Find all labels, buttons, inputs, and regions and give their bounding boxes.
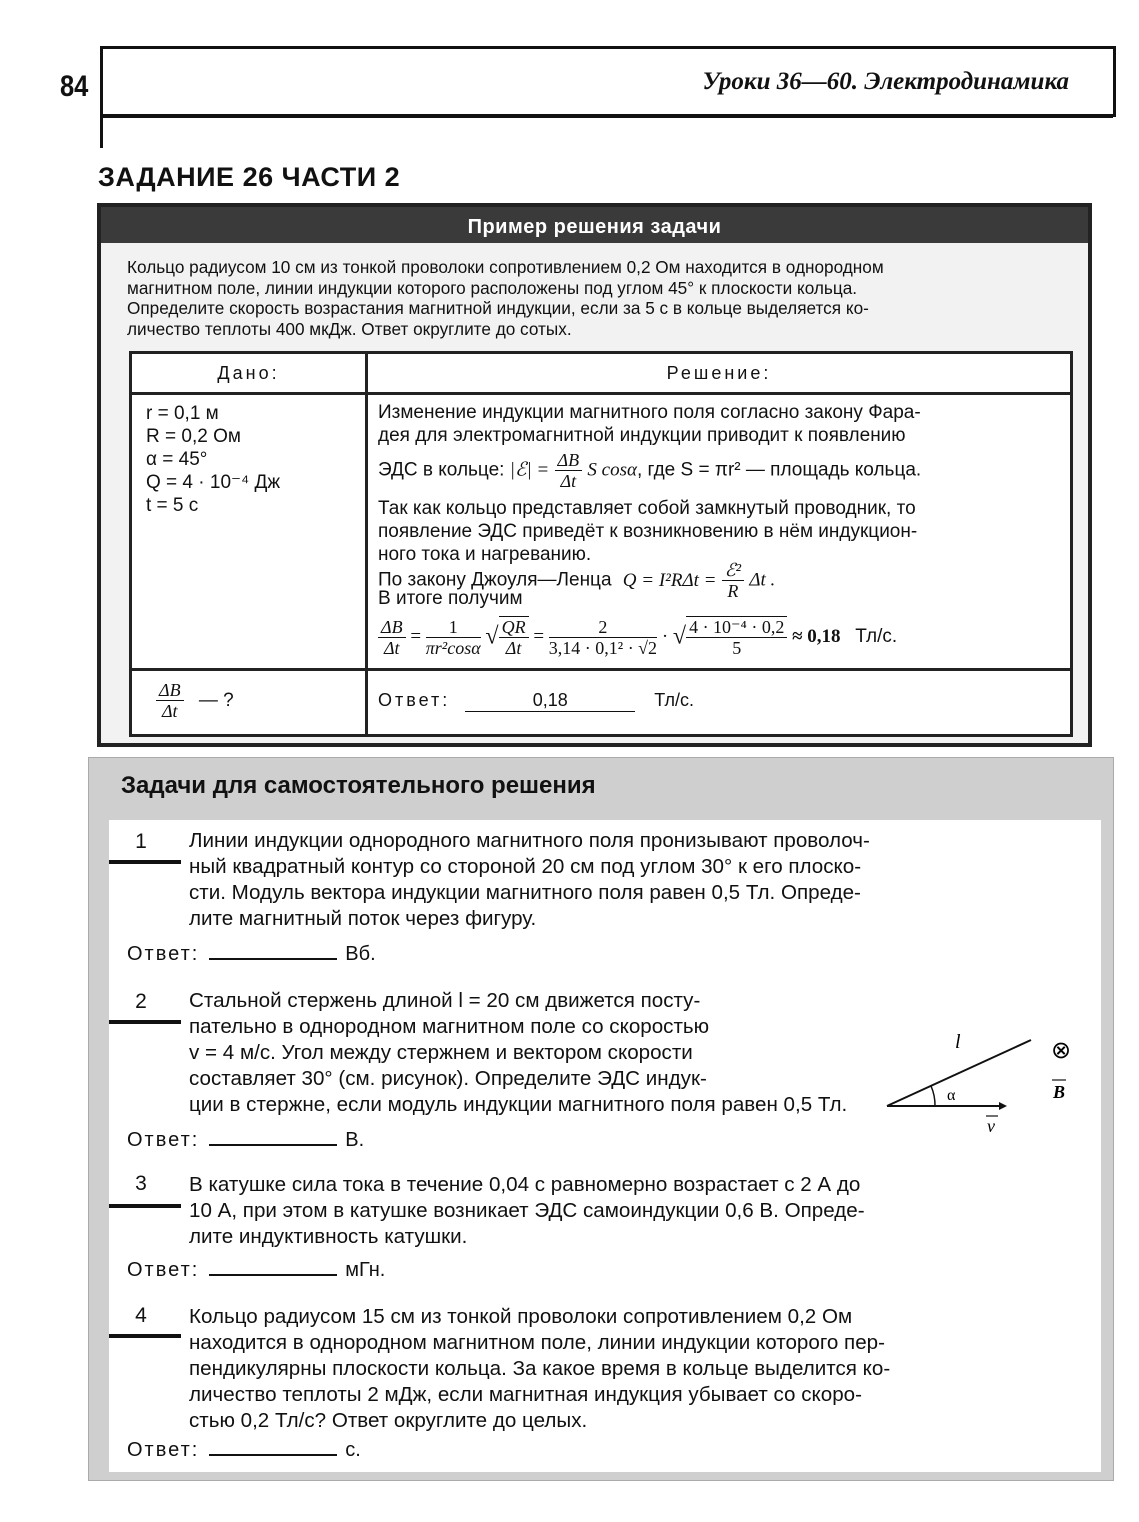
example-problem-line: Кольцо радиусом 10 см из тонкой проволоки сопротивлением 0,2 Ом находится в однородном (127, 257, 884, 277)
answer-row (127, 1256, 385, 1282)
solution-line: Изменение индукции магнитного поля согласно закону Фара- (378, 402, 921, 423)
problem-text (189, 828, 1057, 932)
angle-label: α (947, 1087, 956, 1104)
problem-line: стью 0,2 Тл/с? Ответ округлите до целых. (189, 1409, 588, 1432)
answer-unit: мГн. (345, 1259, 386, 1281)
answer-row (127, 1436, 361, 1462)
final-formula: $\frac{\Delta B}{\Delta t}$ = $\frac{1}{\text{πr²cosα}}$ √ $\frac{QR}{\Delta t}$ = $\frac{2}{\text{3,14 · 0,1² · √2}}$ · √ $\frac{\text{4 · 10⁻⁴ · 0,2}}{5}$ ≈ 0,18 Тл/с. (378, 616, 897, 658)
problem-number: 3 (135, 1172, 147, 1195)
problem-line: личество теплоты 2 мДж, если магнитная индукция убывает со скоро- (189, 1383, 862, 1406)
answer-label: Ответ: (127, 1259, 200, 1281)
given-item: R = 0,2 Ом (146, 426, 241, 447)
problem-line: пендикулярны плоскости кольца. За какое время в кольце выделится ко- (189, 1357, 891, 1380)
result-intro: В итоге получим (378, 588, 523, 609)
given-item: α = 45° (146, 449, 208, 470)
find-suffix: — ? (198, 689, 234, 711)
answer-label: Ответ: (127, 1439, 200, 1461)
independent-section (88, 757, 1114, 1481)
example-problem-line: магнитном поле, линии индукции которого расположены под углом 45° к плоскости кольца. (127, 277, 858, 298)
final-fraction: $\frac{\Delta B}{\Delta t}$ (378, 617, 406, 658)
answer-blank[interactable] (209, 1436, 337, 1456)
field-into-page-icon: ⊗ (1050, 1036, 1072, 1064)
answer-value: 0,18 (465, 690, 635, 712)
final-fraction: $\frac{1}{\text{πr²cosα}}$ (425, 616, 481, 658)
problem-number: 1 (135, 830, 147, 853)
problem-line: находится в однородном магнитном поле, линии индукции которого пер- (189, 1331, 885, 1354)
problem-marker (109, 860, 181, 864)
solution-line: появление ЭДС приведёт к возникновению в нём индукцион- (378, 521, 918, 542)
problem-number: 2 (135, 990, 147, 1013)
answer-unit: В. (345, 1129, 365, 1151)
problem-line: В катушке сила тока в течение 0,04 с равномерно возрастает с 2 А до (189, 1173, 861, 1196)
problem-text (189, 1304, 1059, 1434)
velocity-label: v (987, 1116, 995, 1136)
problem-number: 4 (135, 1304, 147, 1327)
given-item: r = 0,1 м (146, 403, 219, 424)
page-number: 84 (60, 70, 89, 103)
problem-line: ный квадратный контур со стороной 20 см под углом 30° к его плоско- (189, 855, 862, 878)
example-problem-line: личество теплоты 400 мкДж. Ответ округлите до сотых. (127, 318, 572, 339)
problem-line: составляет 30° (см. рисунок). Определите ЭДС индук- (189, 1067, 707, 1090)
final-result: ≈ 0,18 (792, 626, 841, 647)
solution-line: Так как кольцо представляет собой замкнутый проводник, то (378, 498, 916, 519)
chapter-title: Уроки 36—60. Электродинамика (702, 68, 1069, 95)
problem-marker (109, 1204, 181, 1208)
table-row-divider (132, 392, 1070, 395)
final-unit: Тл/с. (855, 626, 898, 647)
solution-line: дея для электромагнитной индукции приводит к появлению (378, 425, 906, 446)
joule-fraction: $\frac{\text{ℰ²}}{R}$ (722, 560, 744, 601)
joule-prefix: По закону Джоуля—Ленца (378, 569, 612, 591)
velocity-arrowhead (999, 1102, 1007, 1110)
emf-formula (378, 450, 921, 491)
joule-lhs: Q = I²RΔt = (622, 569, 717, 591)
field-label: B (1053, 1082, 1066, 1102)
emf-prefix: ЭДС в кольце: (378, 459, 505, 481)
problem-line: Кольцо радиусом 15 см из тонкой проволоки сопротивлением 0,2 Ом (189, 1305, 853, 1328)
answer-row (127, 1126, 364, 1152)
solution-line: ного тока и нагреванию. (378, 544, 592, 565)
task-title: ЗАДАНИЕ 26 ЧАСТИ 2 (98, 162, 401, 192)
example-header: Пример решения задачи (101, 207, 1088, 243)
final-fraction: $\frac{2}{\text{3,14 · 0,1² · √2}}$ (548, 616, 658, 658)
problem-line: пательно в однородном магнитном поле со скоростью (189, 1015, 710, 1038)
problem-line: лите индуктивность катушки. (189, 1225, 468, 1248)
answer-unit: с. (345, 1439, 361, 1461)
example-problem-line: Определите скорость возрастания магнитной индукции, если за 5 с в кольце выделяется ко- (127, 298, 869, 318)
problem-line: Стальной стержень длиной l = 20 см движется посту- (189, 989, 701, 1012)
given-header: Дано: (217, 363, 280, 383)
given-list (146, 402, 280, 517)
given-item: Q = 4 · 10⁻⁴ Дж (146, 472, 281, 493)
answer-unit: Вб. (345, 943, 376, 965)
problem-marker (109, 1334, 181, 1338)
joule-suffix: Δt . (749, 569, 776, 591)
table-column-divider (365, 354, 368, 734)
emf-fraction: $\frac{\Delta B}{\Delta t}$ (555, 450, 583, 491)
problem-text (189, 1172, 1059, 1250)
answer-blank[interactable] (209, 1256, 337, 1276)
angle-arc (931, 1086, 935, 1106)
find-fraction: $\frac{\Delta B}{\Delta t}$ (156, 680, 184, 721)
problem-line: v = 4 м/с. Угол между стержнем и вектором скорости (189, 1041, 693, 1064)
final-sqrt: $\frac{\text{4 · 10⁻⁴ · 0,2}}{5}$ (686, 616, 787, 658)
problems-panel (109, 820, 1101, 1472)
independent-title: Задачи для самостоятельного решения (121, 772, 596, 799)
emf-lhs: |ℰ| = (509, 459, 550, 481)
answer-blank[interactable] (209, 940, 337, 960)
header-rule (100, 114, 1113, 118)
solution-header: Решение: (666, 363, 772, 383)
problem-text (189, 988, 849, 1092)
final-sqrt: $\frac{QR}{\Delta t}$ (499, 616, 529, 658)
problem-line: Линии индукции однородного магнитного поля пронизывают проволоч- (189, 829, 870, 852)
answer-row (127, 940, 376, 966)
problem-line: 10 А, при этом в катушке возникает ЭДС самоиндукции 0,6 В. Опреде- (189, 1199, 865, 1222)
solution-table (129, 351, 1073, 737)
example-answer (378, 690, 694, 712)
answer-label: Ответ: (378, 690, 451, 710)
example-box (97, 203, 1092, 747)
answer-unit: Тл/с. (654, 690, 694, 710)
emf-rhs: S cosα (587, 459, 637, 481)
answer-label: Ответ: (127, 943, 200, 965)
problem-line: сти. Модуль вектора индукции магнитного поля равен 0,5 Тл. Опреде- (189, 881, 861, 904)
problem-line: ции в стержне, если модуль индукции магнитного поля равен 0,5 Тл. (189, 1093, 848, 1116)
rod-figure (865, 1028, 1085, 1148)
header-tick (100, 114, 103, 148)
problem-marker (109, 1020, 181, 1024)
rod-label: l (955, 1031, 961, 1053)
given-item: t = 5 с (146, 495, 199, 516)
emf-where: , где S = πr² — площадь кольца. (636, 459, 922, 481)
find-quantity (156, 680, 234, 721)
example-problem (127, 257, 1061, 339)
problem-line: лите магнитный поток через фигуру. (189, 907, 537, 930)
answer-blank[interactable] (209, 1126, 337, 1146)
table-row-divider (132, 668, 1070, 671)
answer-label: Ответ: (127, 1129, 200, 1151)
